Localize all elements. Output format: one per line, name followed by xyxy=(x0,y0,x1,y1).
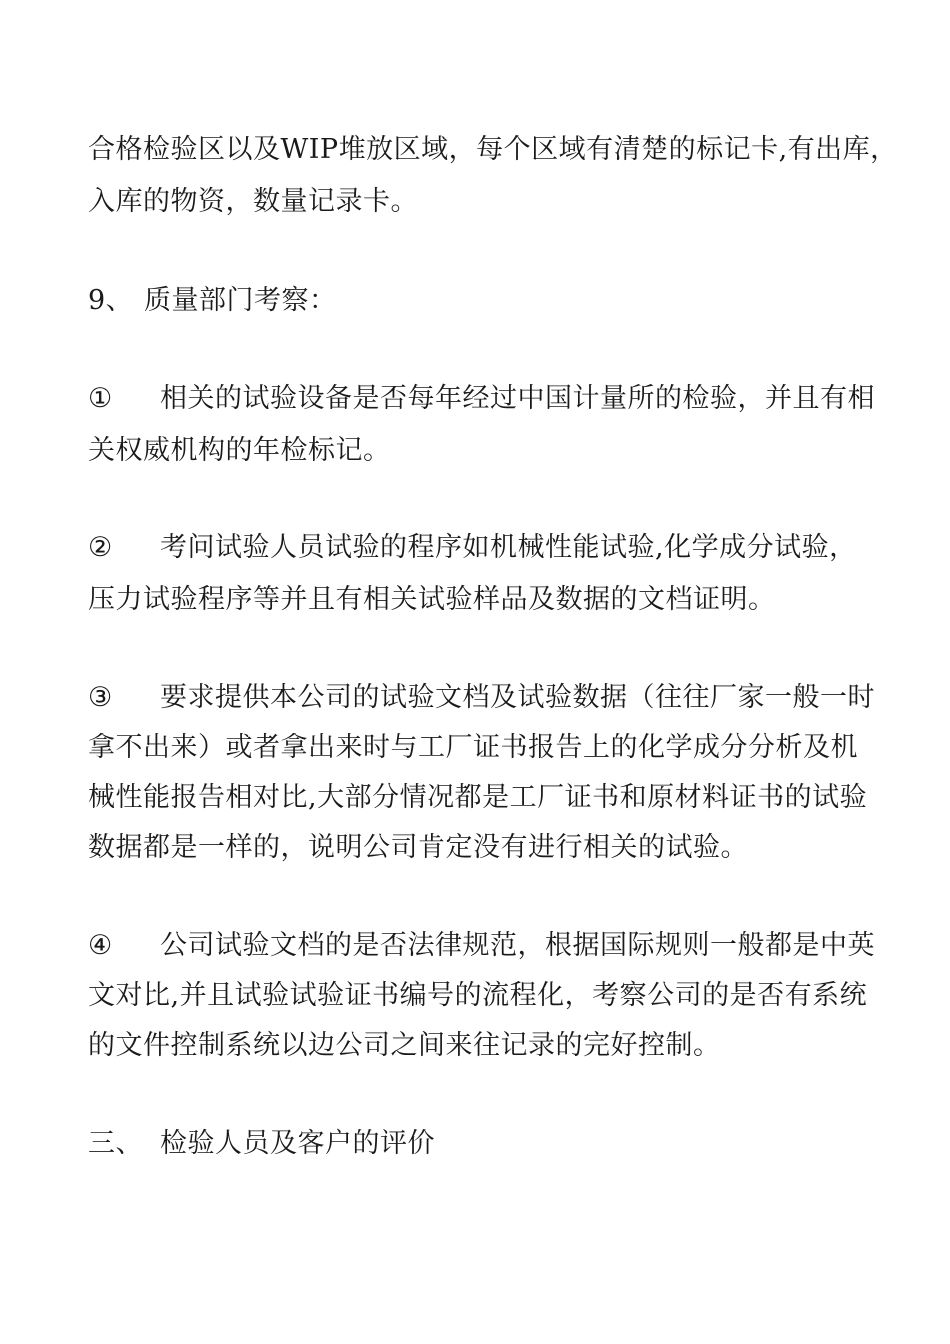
section-number: 三、 xyxy=(88,1128,143,1159)
item-marker: ① xyxy=(88,383,113,414)
item-3-line-4: 数据都是一样的，说明公司肯定没有进行相关的试验。 xyxy=(88,832,748,863)
item-text: 相关的试验设备是否每年经过中国计量所的检验，并且有相 xyxy=(160,383,875,414)
item-marker: ③ xyxy=(88,682,113,713)
intro-line-1: 合格检验区以及WIP堆放区域，每个区域有清楚的标记卡,有出库， xyxy=(88,134,898,165)
section-title: 质量部门考察： xyxy=(144,285,337,316)
section-number: 9、 xyxy=(88,285,134,316)
item-3-line-2: 拿不出来）或者拿出来时与工厂证书报告上的化学成分分析及机 xyxy=(88,732,858,763)
intro-line-2: 入库的物资，数量记录卡。 xyxy=(88,186,418,217)
item-3-line-3: 械性能报告相对比,大部分情况都是工厂证书和原材料证书的试验 xyxy=(88,782,868,813)
section-heading-9 xyxy=(88,275,337,327)
item-4-line-2: 文对比,并且试验试验证书编号的流程化，考察公司的是否有系统 xyxy=(88,980,868,1011)
item-4-line-3: 的文件控制系统以边公司之间来往记录的完好控制。 xyxy=(88,1030,721,1061)
item-marker: ② xyxy=(88,532,113,563)
item-2-line-2: 压力试验程序等并且有相关试验样品及数据的文档证明。 xyxy=(88,584,776,615)
item-2-line-1 xyxy=(88,522,857,574)
item-text: 考问试验人员试验的程序如机械性能试验,化学成分试验， xyxy=(160,532,857,563)
item-text: 要求提供本公司的试验文档及试验数据（往往厂家一般一时 xyxy=(160,682,875,713)
item-marker: ④ xyxy=(88,930,113,961)
section-heading-3 xyxy=(88,1118,435,1170)
item-text: 公司试验文档的是否法律规范，根据国际规则一般都是中英 xyxy=(160,930,875,961)
item-4-line-1 xyxy=(88,920,875,972)
item-1-line-1 xyxy=(88,373,875,425)
section-title: 检验人员及客户的评价 xyxy=(160,1128,435,1159)
item-3-line-1 xyxy=(88,672,875,724)
item-1-line-2: 关权威机构的年检标记。 xyxy=(88,435,391,466)
